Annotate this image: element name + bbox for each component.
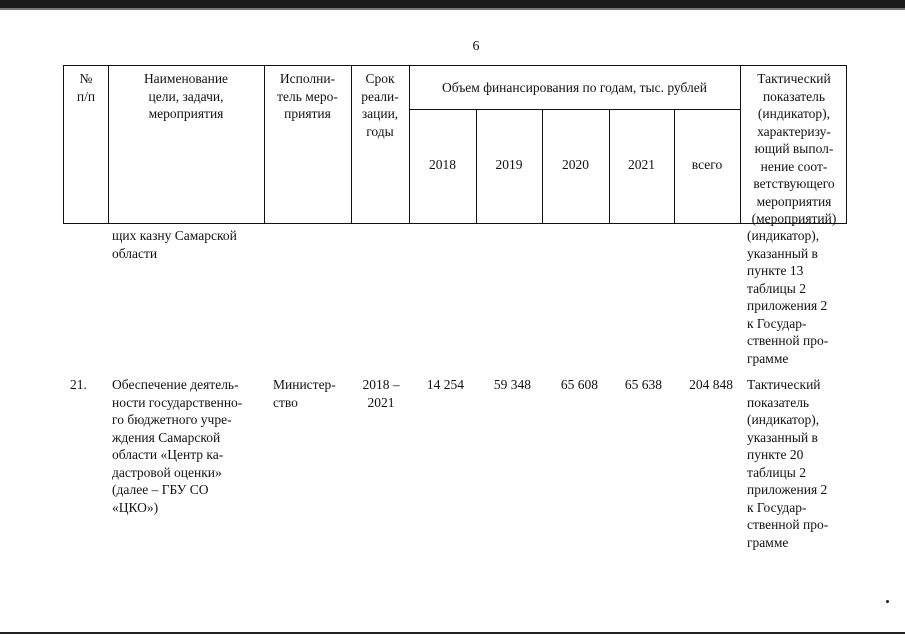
row-21-term: 2018 – 2021 — [362, 377, 400, 410]
row-21-value-2021: 65 638 — [624, 377, 662, 392]
header-executor: Исполни- тель меро- приятия — [277, 71, 338, 121]
row-21-name: Обеспечение деятель- ности государственно- го бюджетного учре- ждения Самарской области «Центр ка- дастровой оценки» (далее – ГБУ СО «ЦКО») — [112, 377, 243, 515]
header-indicator: Тактический показатель (индикатор), характеризу- ющий выпол- нение соот- ветствующего мероприятия (мероприятий) — [751, 71, 837, 226]
header-year-2018: 2018 — [429, 157, 456, 172]
continued-row-indicator: (индикатор), указанный в пункте 13 таблицы 2 приложения 2 к Государ- ственной про- грамме — [747, 228, 829, 366]
header-funding: Объем финансирования по годам, тыс. рублей — [442, 80, 707, 95]
scan-speck — [886, 600, 889, 603]
table-header — [63, 65, 847, 224]
funding-divider — [409, 109, 740, 110]
row-21-value-2019: 59 348 — [493, 377, 531, 392]
row-21-value-total: 204 848 — [689, 377, 733, 392]
continued-row-name: щих казну Самарской области — [112, 228, 237, 261]
header-name: Наименование цели, задачи, мероприятия — [143, 71, 229, 121]
row-21-num: 21. — [70, 377, 87, 392]
header-year-2020: 2020 — [562, 157, 589, 172]
row-21-indicator: Тактический показатель (индикатор), указанный в пункте 20 таблицы 2 приложения 2 к Государ- ственной про- грамме — [747, 377, 829, 550]
row-21-value-2018: 14 254 — [426, 377, 464, 392]
row-21-value-2020: 65 608 — [560, 377, 598, 392]
page-number: 6 — [472, 39, 480, 54]
scan-border-bottom — [0, 632, 905, 634]
header-total: всего — [691, 157, 723, 172]
header-term: Срок реали- зации, годы — [361, 71, 399, 139]
header-year-2019: 2019 — [495, 157, 523, 172]
header-year-2021: 2021 — [628, 157, 655, 172]
scan-border-top — [0, 0, 905, 9]
row-21-executor: Министер- ство — [273, 377, 336, 410]
header-num: № п/п — [76, 71, 96, 104]
